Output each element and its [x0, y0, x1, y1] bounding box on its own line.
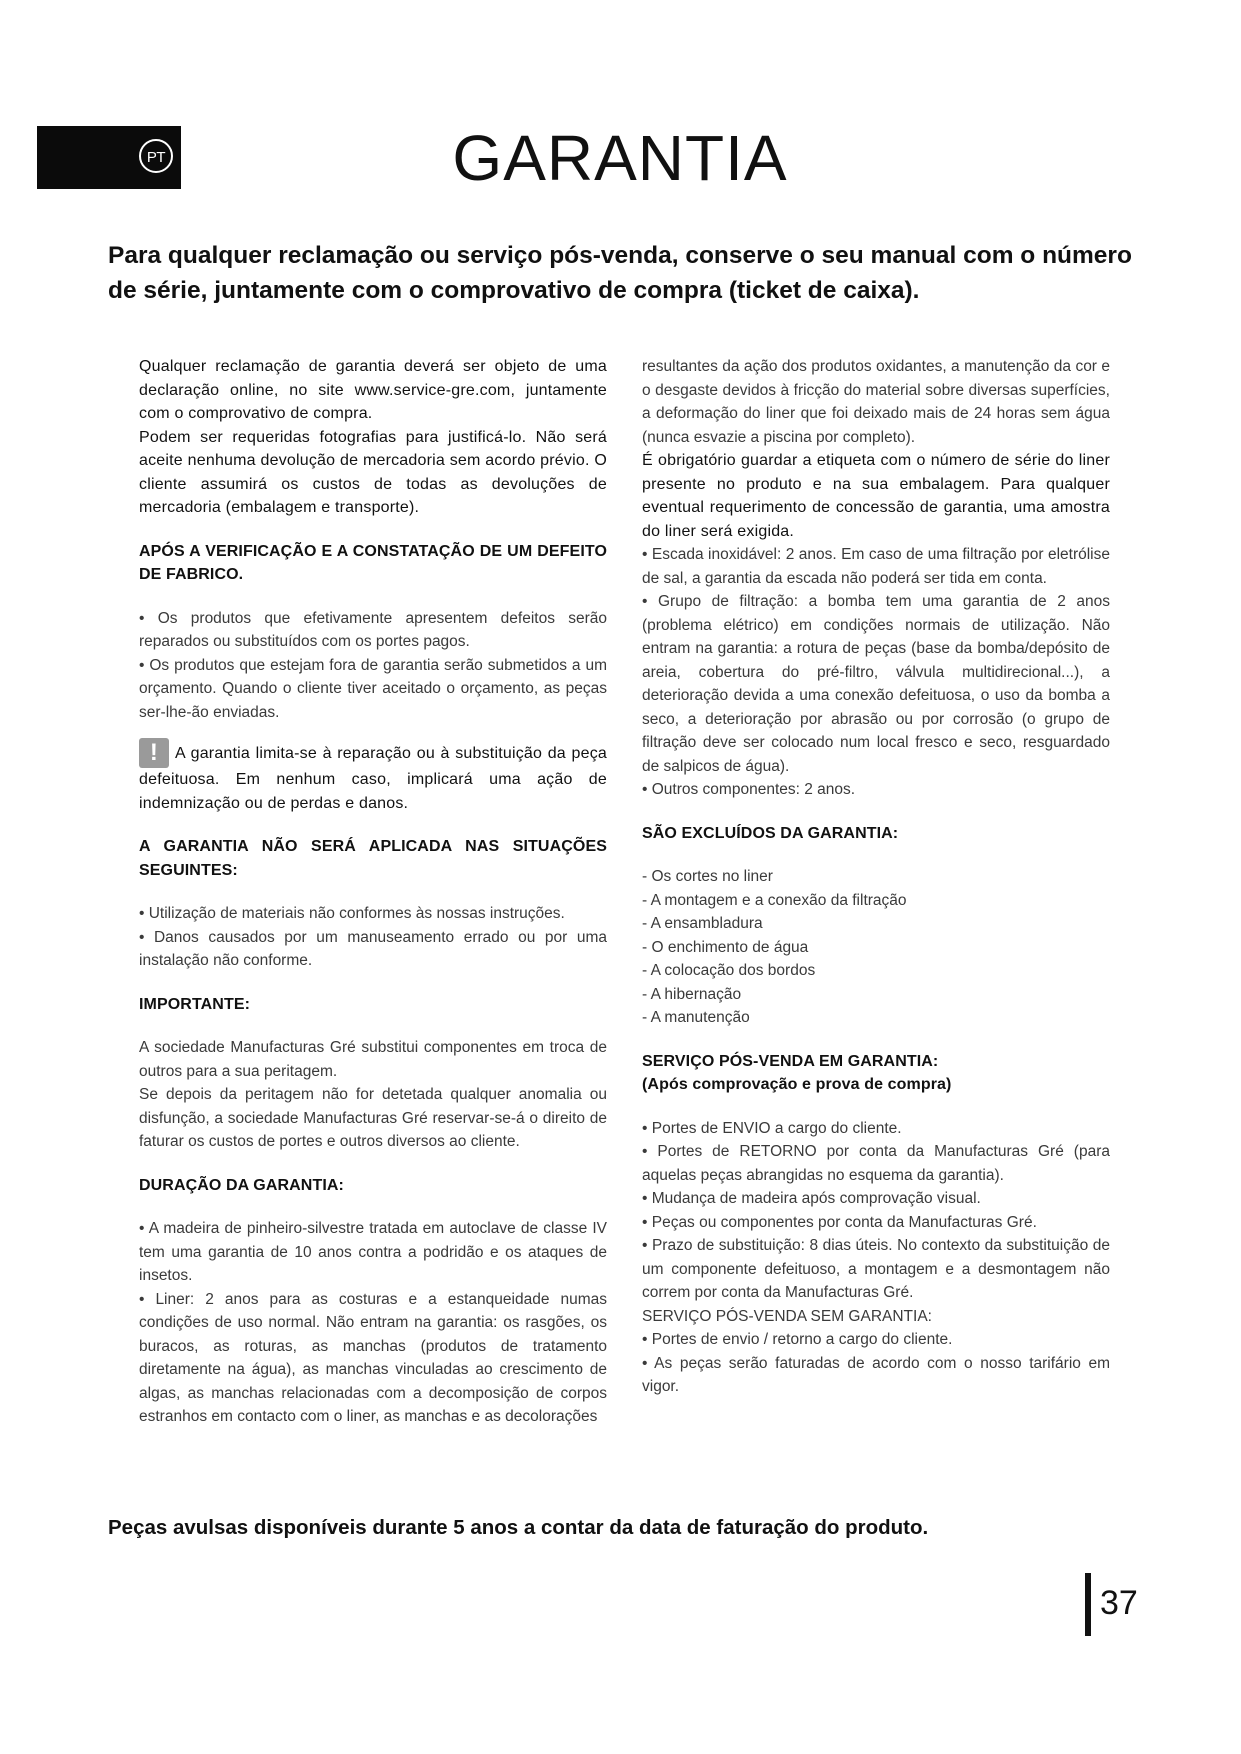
- page-title: GARANTIA: [452, 122, 788, 194]
- label-notice: É obrigatório guardar a etiqueta com o número de série do liner presente no produto e na sua embalagem. Para qualquer eventual requerimento de concessão de garantia, uma amostra do liner será exigida.: [642, 452, 1110, 540]
- excluded-list: [642, 865, 1110, 1030]
- claim-text-1: Qualquer reclamação de garantia deverá ser objeto de uma declaração online, no site www.service-gre.com, juntamente com o comprovativo de compra.: [139, 358, 607, 422]
- no-warranty-item: • Portes de envio / retorno a cargo do cliente.: [642, 1331, 953, 1348]
- important-text-1: A sociedade Manufacturas Gré substitui componentes em troca de outros para a sua peritagem.: [139, 1039, 607, 1080]
- not-applied-item: • Danos causados por um manuseamento errado ou por uma instalação não conforme.: [139, 928, 607, 969]
- left-column: [139, 355, 607, 1429]
- excluded-item: - A manutenção: [642, 1009, 750, 1026]
- excluded-item: - O enchimento de água: [642, 938, 809, 956]
- warranty-item: • Outros componentes: 2 anos.: [642, 781, 856, 798]
- spare-parts-note: Peças avulsas disponíveis durante 5 anos a contar da data de faturação do produto.: [108, 1516, 929, 1539]
- claim-text-2: Podem ser requeridas fotografias para justificá-lo. Não será aceite nenhuma devolução de mercadoria sem acordo prévio. O cliente assumirá os custos de todas as devoluções de mercadoria (embalagem e transporte).: [139, 428, 607, 516]
- liner-continued: resultantes da ação dos produtos oxidantes, a manutenção da cor e o desgaste devidos à fricção do material sobre diversas superfícies, a deformação do liner que foi deixado mais de 24 horas sem água (nunca esvazie a piscina por completo).: [642, 358, 1110, 446]
- duration-heading: DURAÇÃO DA GARANTIA:: [139, 1176, 344, 1194]
- warranty-item: • Grupo de filtração: a bomba tem uma garantia de 2 anos (problema elétrico) em condições normais de utilização. Não entram na garantia: a rotura de peças (base da bomba/depósito de areia, cobertura do pré-filtro, válvula multidirecional...), a deterioração devida a uma conexão defeituosa, o uso da bomba a seco, a deterioração por abrasão ou por corrosão (o grupo de filtração deve ser colocado num local fresco e seco, resguardado de salpicos de água).: [642, 593, 1110, 775]
- excluded-item: - A ensambladura: [642, 915, 763, 932]
- page-number: 37: [1100, 1584, 1138, 1622]
- service-heading: SERVIÇO PÓS-VENDA EM GARANTIA:: [642, 1052, 939, 1070]
- warning-note: [139, 738, 607, 815]
- after-check-item: • Os produtos que estejam fora de garantia serão submetidos a um orçamento. Quando o cliente tiver aceitado o orçamento, as peças ser-lhe-ão enviadas.: [139, 656, 607, 721]
- service-item: • Portes de RETORNO por conta da Manufacturas Gré (para aquelas peças abrangidas no esquema da garantia).: [642, 1143, 1110, 1184]
- duration-item: • Liner: 2 anos para as costuras e a estanqueidade numas condições de uso normal. Não entram na garantia: os rasgões, os buracos, as roturas, as manchas (produtos de tratamento diretamente na água), as manchas vinculadas ao crescimento de algas, as manchas relacionadas com a decomposição de corpos estranhos em contacto com o liner, as manchas e as decolorações: [139, 1290, 607, 1425]
- no-warranty-heading: SERVIÇO PÓS-VENDA SEM GARANTIA:: [642, 1307, 932, 1325]
- important-text-2: Se depois da peritagem não for detetada qualquer anomalia ou disfunção, a sociedade Manufacturas Gré reservar-se-á o direito de faturar os custos de portes e outros diversos ao cliente.: [139, 1086, 607, 1150]
- intro-notice: Para qualquer reclamação ou serviço pós-venda, conserve o seu manual com o número de série, juntamente com o comprovativo de compra (ticket de caixa).: [108, 242, 1132, 304]
- service-item: • Portes de ENVIO a cargo do cliente.: [642, 1119, 902, 1137]
- not-applied-item: • Utilização de materiais não conformes às nossas instruções.: [139, 905, 565, 922]
- warning-icon: !: [139, 738, 169, 768]
- duration-item: • A madeira de pinheiro-silvestre tratada em autoclave de classe IV tem uma garantia de 10 anos contra a podridão e os ataques de insetos.: [139, 1220, 607, 1284]
- language-badge: PT: [139, 139, 173, 173]
- not-applied-heading: A GARANTIA NÃO SERÁ APLICADA NAS SITUAÇÕES SEGUINTES:: [139, 838, 607, 879]
- excluded-item: - A hibernação: [642, 985, 742, 1003]
- important-heading: IMPORTANTE:: [139, 995, 251, 1013]
- excluded-item: - Os cortes no liner: [642, 868, 773, 885]
- after-check-item: • Os produtos que efetivamente apresentem defeitos serão reparados ou substituídos com os portes pagos.: [139, 609, 607, 650]
- after-check-heading: APÓS A VERIFICAÇÃO E A CONSTATAÇÃO DE UM DEFEITO DE FABRICO.: [139, 542, 607, 583]
- service-item: • Prazo de substituição: 8 dias úteis. No contexto da substituição de um componente defeituoso, a montagem e a desmontagem não correm por conta da Manufacturas Gré.: [642, 1237, 1110, 1301]
- service-subheading: (Após comprovação e prova de compra): [642, 1076, 952, 1093]
- right-column: [642, 355, 1110, 1399]
- page-number-bar: [1085, 1573, 1091, 1636]
- warning-text: A garantia limita-se à reparação ou à substituição da peça defeituosa. Em nenhum caso, implicará uma ação de indemnização ou de perdas e danos.: [139, 745, 607, 812]
- excluded-item: - A montagem e a conexão da filtração: [642, 891, 907, 909]
- excluded-item: - A colocação dos bordos: [642, 962, 816, 979]
- no-warranty-item: • As peças serão faturadas de acordo com o nosso tarifário em vigor.: [642, 1354, 1110, 1395]
- excluded-heading: SÃO EXCLUÍDOS DA GARANTIA:: [642, 824, 899, 842]
- service-item: • Mudança de madeira após comprovação visual.: [642, 1190, 981, 1207]
- warranty-item: • Escada inoxidável: 2 anos. Em caso de uma filtração por eletrólise de sal, a garantia da escada não poderá ser tida em conta.: [642, 546, 1110, 587]
- service-item: • Peças ou componentes por conta da Manufacturas Gré.: [642, 1213, 1037, 1231]
